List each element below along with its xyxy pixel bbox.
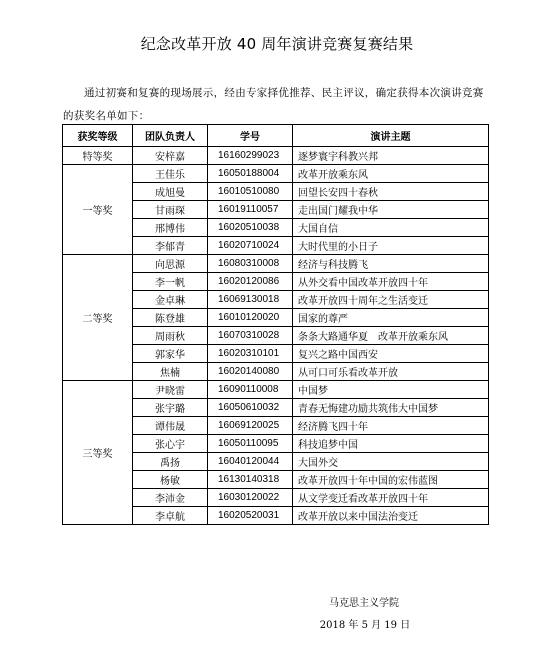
student-id-cell: 16090110008 [208, 381, 293, 399]
table-header-row [63, 125, 489, 147]
leader-name-cell: 谭伟晟 [133, 417, 208, 435]
leader-name-cell: 杨敏 [133, 471, 208, 489]
student-id-cell: 16069120025 [208, 417, 293, 435]
speech-theme-cell: 改革开放以来中国法治变迁 [293, 507, 489, 525]
speech-theme-cell: 条条大路通华夏 改革开放乘东风 [293, 327, 489, 345]
student-id-cell: 16050610032 [208, 399, 293, 417]
table-row [63, 255, 489, 273]
leader-name-cell: 李郁青 [133, 237, 208, 255]
leader-name-cell: 郭家华 [133, 345, 208, 363]
student-id-cell: 16020520031 [208, 507, 293, 525]
student-id-cell: 16069130018 [208, 291, 293, 309]
student-id-cell: 16050110095 [208, 435, 293, 453]
speech-theme-cell: 经济与科技腾飞 [293, 255, 489, 273]
student-id-cell: 16020310101 [208, 345, 293, 363]
student-id-cell: 16020510038 [208, 219, 293, 237]
speech-theme-cell: 从外交看中国改革开放四十年 [293, 273, 489, 291]
header-student-id: 学号 [208, 125, 293, 147]
student-id-cell: 16070310028 [208, 327, 293, 345]
student-id-cell: 16040120044 [208, 453, 293, 471]
speech-theme-cell: 改革开放乘东风 [293, 165, 489, 183]
leader-name-cell: 邢博伟 [133, 219, 208, 237]
header-level: 获奖等级 [63, 125, 133, 147]
speech-theme-cell: 大时代里的小日子 [293, 237, 489, 255]
student-id-cell: 16080310008 [208, 255, 293, 273]
award-level-cell: 二等奖 [63, 255, 133, 381]
leader-name-cell: 金卓琳 [133, 291, 208, 309]
header-leader: 团队负责人 [133, 125, 208, 147]
speech-theme-cell: 经济腾飞四十年 [293, 417, 489, 435]
table-row [63, 381, 489, 399]
leader-name-cell: 甘雨琛 [133, 201, 208, 219]
award-level-cell: 三等奖 [63, 381, 133, 525]
speech-theme-cell: 青春无悔建功励共筑伟大中国梦 [293, 399, 489, 417]
speech-theme-cell: 大国自信 [293, 219, 489, 237]
header-theme: 演讲主题 [293, 125, 489, 147]
leader-name-cell: 张心宇 [133, 435, 208, 453]
leader-name-cell: 李一帆 [133, 273, 208, 291]
award-level-cell: 特等奖 [63, 147, 133, 165]
leader-name-cell: 焦楠 [133, 363, 208, 381]
leader-name-cell: 李卓航 [133, 507, 208, 525]
signature-date: 2018 年 5 月 19 日 [319, 620, 411, 631]
intro-paragraph: 通过初赛和复赛的现场展示，经由专家择优推荐、民主评议，确定获得本次演讲竞赛的获奖名单如下： [63, 87, 484, 122]
speech-theme-cell: 从可口可乐看改革开放 [293, 363, 489, 381]
results-table [62, 124, 489, 525]
student-id-cell: 16020140080 [208, 363, 293, 381]
leader-name-cell: 禹扬 [133, 453, 208, 471]
leader-name-cell: 李沛金 [133, 489, 208, 507]
student-id-cell: 16020710024 [208, 237, 293, 255]
table-row [63, 147, 489, 165]
student-id-cell: 16050188004 [208, 165, 293, 183]
leader-name-cell: 张宇璐 [133, 399, 208, 417]
student-id-cell: 16130140318 [208, 471, 293, 489]
student-id-cell: 16010510080 [208, 183, 293, 201]
speech-theme-cell: 回望长安四十春秋 [293, 183, 489, 201]
speech-theme-cell: 逐梦寰宇科教兴邦 [293, 147, 489, 165]
student-id-cell: 16019110057 [208, 201, 293, 219]
leader-name-cell: 向思源 [133, 255, 208, 273]
leader-name-cell: 王佳乐 [133, 165, 208, 183]
leader-name-cell: 尹晓雷 [133, 381, 208, 399]
speech-theme-cell: 国家的尊严 [293, 309, 489, 327]
student-id-cell: 16010120020 [208, 309, 293, 327]
speech-theme-cell: 走出国门耀我中华 [293, 201, 489, 219]
leader-name-cell: 成旭曼 [133, 183, 208, 201]
student-id-cell: 16160299023 [208, 147, 293, 165]
leader-name-cell: 陈登雄 [133, 309, 208, 327]
award-level-cell: 一等奖 [63, 165, 133, 255]
student-id-cell: 16020120086 [208, 273, 293, 291]
speech-theme-cell: 中国梦 [293, 381, 489, 399]
results-body [63, 147, 489, 525]
table-row [63, 165, 489, 183]
leader-name-cell: 安梓嘉 [133, 147, 208, 165]
signature-org: 马克思主义学院 [329, 598, 399, 609]
leader-name-cell: 周雨秋 [133, 327, 208, 345]
speech-theme-cell: 科技追梦中国 [293, 435, 489, 453]
speech-theme-cell: 从文学变迁看改革开放四十年 [293, 489, 489, 507]
speech-theme-cell: 大国外交 [293, 453, 489, 471]
speech-theme-cell: 改革开放四十年中国的宏伟蓝图 [293, 471, 489, 489]
student-id-cell: 16030120022 [208, 489, 293, 507]
page-title: 纪念改革开放 40 周年演讲竞赛复赛结果 [140, 35, 414, 53]
speech-theme-cell: 改革开放四十周年之生活变迁 [293, 291, 489, 309]
speech-theme-cell: 复兴之路中国西安 [293, 345, 489, 363]
